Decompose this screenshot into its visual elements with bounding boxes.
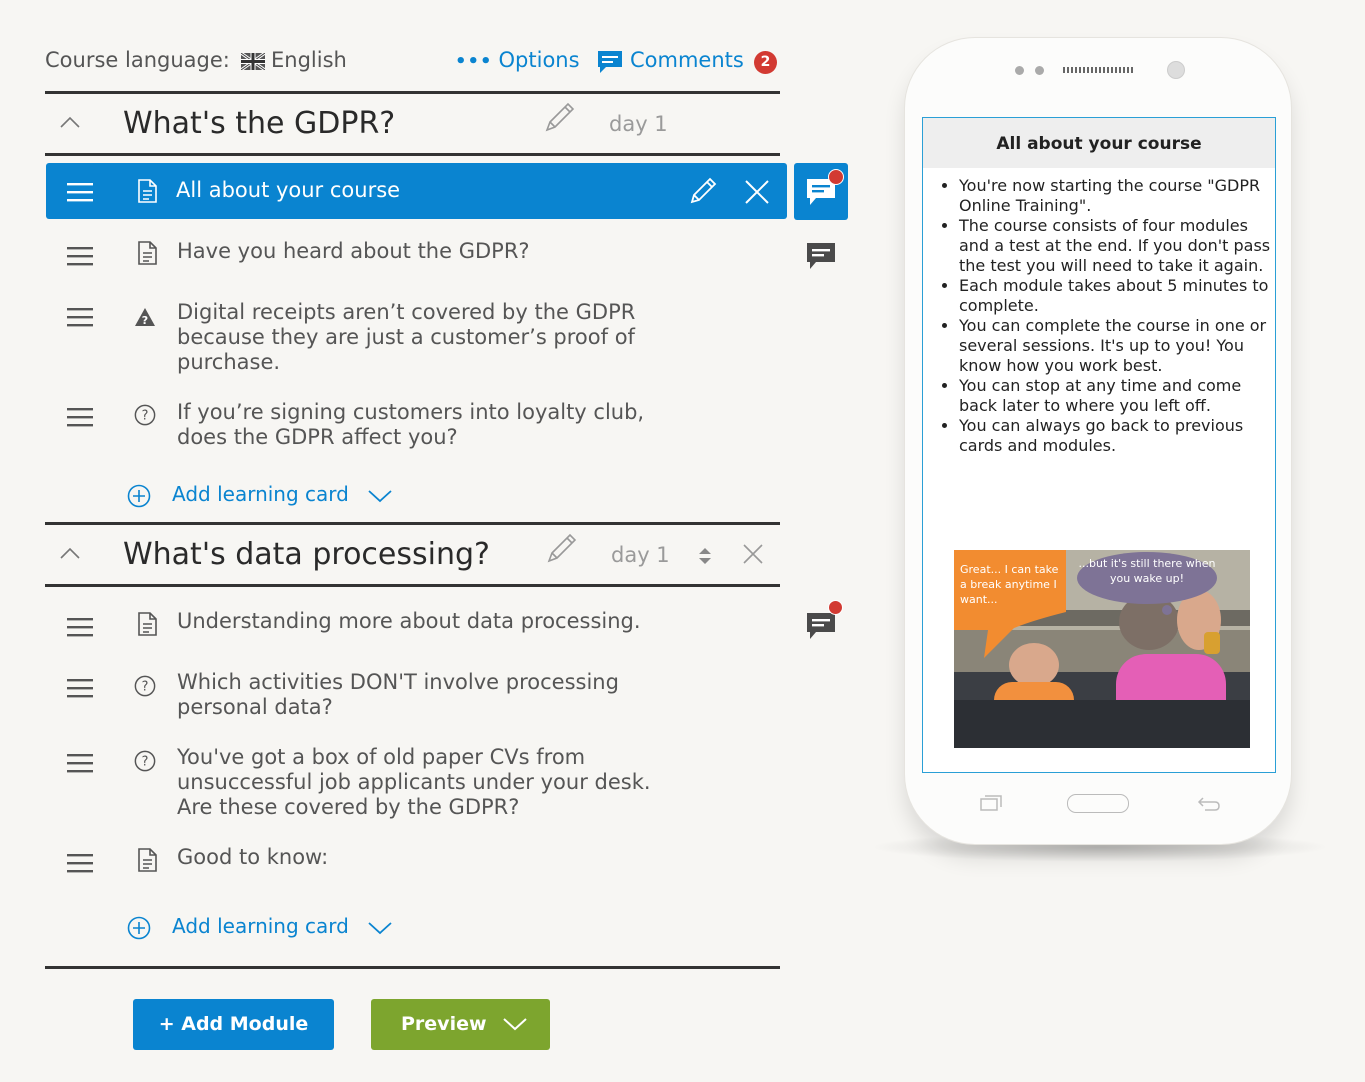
course-language-label: Course language: bbox=[45, 48, 230, 72]
drag-handle-icon[interactable] bbox=[67, 853, 93, 873]
preview-label: Preview bbox=[401, 1013, 487, 1035]
comment-icon[interactable] bbox=[806, 242, 836, 270]
comments-count-badge: 2 bbox=[754, 51, 777, 74]
options-label: Options bbox=[498, 48, 580, 72]
speech-bubble-right-text: ...but it's still there when you wake up! bbox=[1078, 557, 1216, 585]
divider bbox=[45, 966, 780, 969]
speech-bubble-left-text: Great... I can take a break anytime I want... bbox=[960, 563, 1059, 606]
add-circle-icon[interactable] bbox=[127, 484, 151, 508]
document-icon bbox=[136, 241, 158, 265]
document-icon bbox=[136, 179, 158, 203]
delete-close-icon[interactable] bbox=[744, 179, 770, 205]
add-module-button[interactable]: + Add Module bbox=[133, 999, 334, 1050]
phone-sensor bbox=[1015, 66, 1024, 75]
svg-text:?: ? bbox=[141, 754, 149, 770]
preview-bullet: • You can always go back to previous cards and modules. bbox=[959, 416, 1275, 456]
document-icon bbox=[136, 848, 158, 872]
chevron-down-icon bbox=[503, 1017, 527, 1031]
preview-bullet: • Each module takes about 5 minutes to complete. bbox=[959, 276, 1275, 316]
chevron-down-icon[interactable] bbox=[368, 921, 392, 935]
module-title[interactable]: What's data processing? bbox=[123, 537, 490, 572]
uk-flag-icon bbox=[241, 53, 265, 70]
home-button-icon bbox=[1067, 794, 1129, 813]
add-learning-card-button[interactable]: Add learning card bbox=[172, 914, 349, 938]
phone-sensor bbox=[1035, 66, 1044, 75]
course-toolbar bbox=[45, 44, 780, 80]
divider bbox=[45, 584, 780, 587]
question-icon bbox=[134, 403, 156, 427]
comment-icon[interactable] bbox=[597, 50, 623, 74]
svg-text:?: ? bbox=[141, 314, 149, 327]
comment-notification-dot bbox=[828, 169, 844, 185]
question-icon bbox=[134, 674, 156, 698]
preview-bullet: • You can stop at any time and come back later to where you left off. bbox=[959, 376, 1275, 416]
comments-button[interactable]: Comments bbox=[630, 48, 744, 72]
drag-handle-icon[interactable] bbox=[67, 307, 93, 327]
svg-text:?: ? bbox=[141, 679, 149, 695]
learning-card-title[interactable]: Which activities DON'T involve processing personal data? bbox=[177, 670, 619, 719]
warning-icon bbox=[134, 305, 156, 329]
learning-card-title: All about your course bbox=[176, 178, 401, 202]
collapse-chevron-up-icon[interactable] bbox=[60, 547, 80, 559]
delete-close-icon[interactable] bbox=[742, 543, 764, 565]
module-day[interactable]: day 1 bbox=[609, 112, 668, 136]
card-comment-button[interactable] bbox=[794, 163, 848, 220]
comic-illustration bbox=[954, 550, 1250, 748]
phone-camera bbox=[1167, 61, 1185, 79]
learning-card-title[interactable]: Understanding more about data processing. bbox=[177, 609, 641, 633]
question-icon bbox=[134, 749, 156, 773]
preview-button[interactable] bbox=[371, 999, 550, 1050]
drag-handle-icon[interactable] bbox=[67, 182, 93, 202]
drag-handle-icon[interactable] bbox=[67, 617, 93, 637]
more-dots-icon: ••• bbox=[455, 51, 493, 72]
back-icon bbox=[1197, 794, 1221, 812]
edit-pencil-icon[interactable] bbox=[688, 176, 718, 206]
comment-icon[interactable] bbox=[806, 612, 836, 640]
preview-bullet: • The course consists of four modules and a test at the end. If you don't pass the test you will need to take it again. bbox=[959, 216, 1275, 276]
learning-card-row-selected[interactable] bbox=[46, 163, 787, 219]
phone-speaker bbox=[1063, 67, 1133, 73]
divider bbox=[45, 91, 780, 94]
learning-card-title[interactable]: You've got a box of old paper CVs from unsuccessful job applicants under your desk. Are these covered by the GDPR? bbox=[177, 745, 651, 819]
divider bbox=[45, 522, 780, 525]
options-button[interactable] bbox=[455, 48, 580, 72]
module-day[interactable]: day 1 bbox=[611, 543, 670, 567]
edit-pencil-icon[interactable] bbox=[544, 532, 578, 566]
comment-notification-dot bbox=[828, 600, 843, 615]
document-icon bbox=[136, 612, 158, 636]
phone-screen bbox=[922, 117, 1276, 773]
preview-bullet-list bbox=[945, 176, 1275, 456]
svg-text:?: ? bbox=[141, 408, 149, 424]
recent-apps-icon bbox=[980, 794, 1002, 812]
drag-handle-icon[interactable] bbox=[67, 753, 93, 773]
course-language-select[interactable]: English bbox=[271, 48, 347, 72]
add-circle-icon[interactable] bbox=[127, 916, 151, 940]
learning-card-title[interactable]: Good to know: bbox=[177, 845, 329, 869]
learning-card-title[interactable]: Have you heard about the GDPR? bbox=[177, 239, 530, 263]
drag-handle-icon[interactable] bbox=[67, 678, 93, 698]
preview-card-title: All about your course bbox=[923, 118, 1275, 168]
collapse-chevron-up-icon[interactable] bbox=[60, 116, 80, 128]
preview-bullet: • You can complete the course in one or several sessions. It's up to you! You know how you work best. bbox=[959, 316, 1275, 376]
module-title[interactable]: What's the GDPR? bbox=[123, 106, 396, 141]
chevron-down-icon[interactable] bbox=[368, 489, 392, 503]
drag-handle-icon[interactable] bbox=[67, 246, 93, 266]
drag-handle-icon[interactable] bbox=[67, 407, 93, 427]
day-stepper-icon[interactable] bbox=[697, 547, 713, 565]
preview-bullet: • You're now starting the course "GDPR Online Training". bbox=[959, 176, 1275, 216]
edit-pencil-icon[interactable] bbox=[542, 101, 576, 135]
add-learning-card-button[interactable]: Add learning card bbox=[172, 482, 349, 506]
divider bbox=[45, 153, 780, 156]
learning-card-title[interactable]: Digital receipts aren’t covered by the GDPR because they are just a customer’s proof of purchase. bbox=[177, 300, 636, 374]
learning-card-title[interactable]: If you’re signing customers into loyalty club, does the GDPR affect you? bbox=[177, 400, 645, 449]
